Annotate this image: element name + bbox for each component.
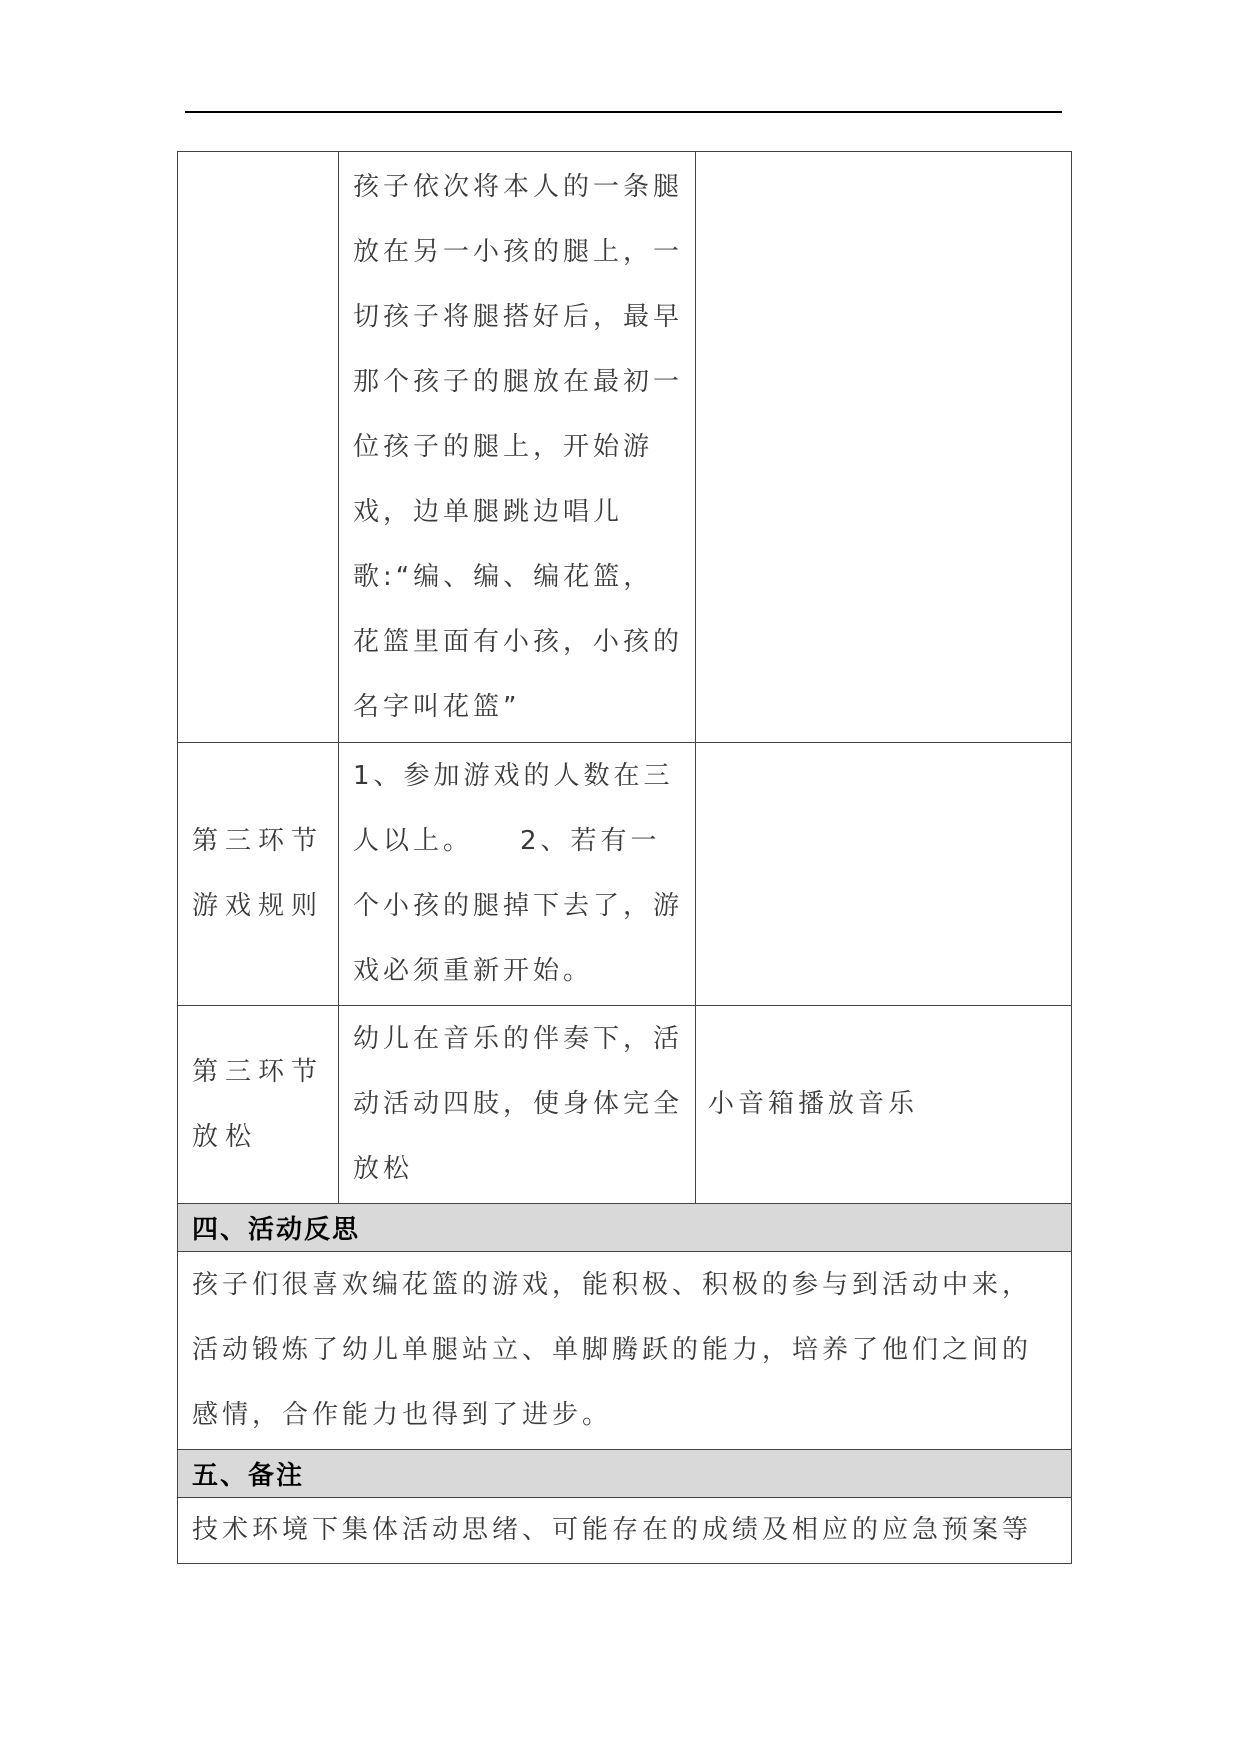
step-content-cell <box>339 1006 696 1204</box>
step-label: 第三环节游戏规则 <box>192 826 325 921</box>
step-content: 1、参加游戏的人数在三人以上。 2、若有一个小孩的腿掉下去了，游戏必须重新开始。 <box>353 761 684 986</box>
step-content: 幼儿在音乐的伴奏下，活动活动四肢，使身体完全放松 <box>353 1024 684 1184</box>
step-note-cell <box>696 152 1072 743</box>
step-content-cell <box>339 152 696 743</box>
step-note-cell <box>696 1006 1072 1204</box>
section-title: 四、活动反思 <box>178 1204 1072 1252</box>
section-header-row <box>178 1450 1072 1498</box>
remarks-text: 技术环境下集体活动思绪、可能存在的成绩及相应的应急预案等 <box>178 1498 1072 1564</box>
table-row <box>178 1006 1072 1204</box>
step-content-cell <box>339 743 696 1006</box>
header-rule <box>185 111 1062 113</box>
activity-table <box>177 151 1072 1564</box>
section-body-row <box>178 1498 1072 1564</box>
step-label-cell <box>178 1006 339 1204</box>
table-row <box>178 152 1072 743</box>
step-label-cell <box>178 152 339 743</box>
reflection-text: 孩子们很喜欢编花篮的游戏，能积极、积极的参与到活动中来，活动锻炼了幼儿单腿站立、单脚腾跃的能力，培养了他们之间的感情，合作能力也得到了进步。 <box>178 1252 1072 1450</box>
step-label-cell <box>178 743 339 1006</box>
step-note: 小音箱播放音乐 <box>708 1089 919 1119</box>
section-body-row <box>178 1252 1072 1450</box>
section-header-row <box>178 1204 1072 1252</box>
step-content: 孩子依次将本人的一条腿放在另一小孩的腿上，一切孩子将腿搭好后，最早那个孩子的腿放在最初一位孩子的腿上，开始游戏，边单腿跳边唱儿歌:“编、编、编花篮，花篮里面有小孩，小孩的名字叫花篮” <box>353 171 684 722</box>
table-row <box>178 743 1072 1006</box>
step-note-cell <box>696 743 1072 1006</box>
step-label: 第三环节放松 <box>192 1056 325 1152</box>
section-title: 五、备注 <box>178 1450 1072 1498</box>
